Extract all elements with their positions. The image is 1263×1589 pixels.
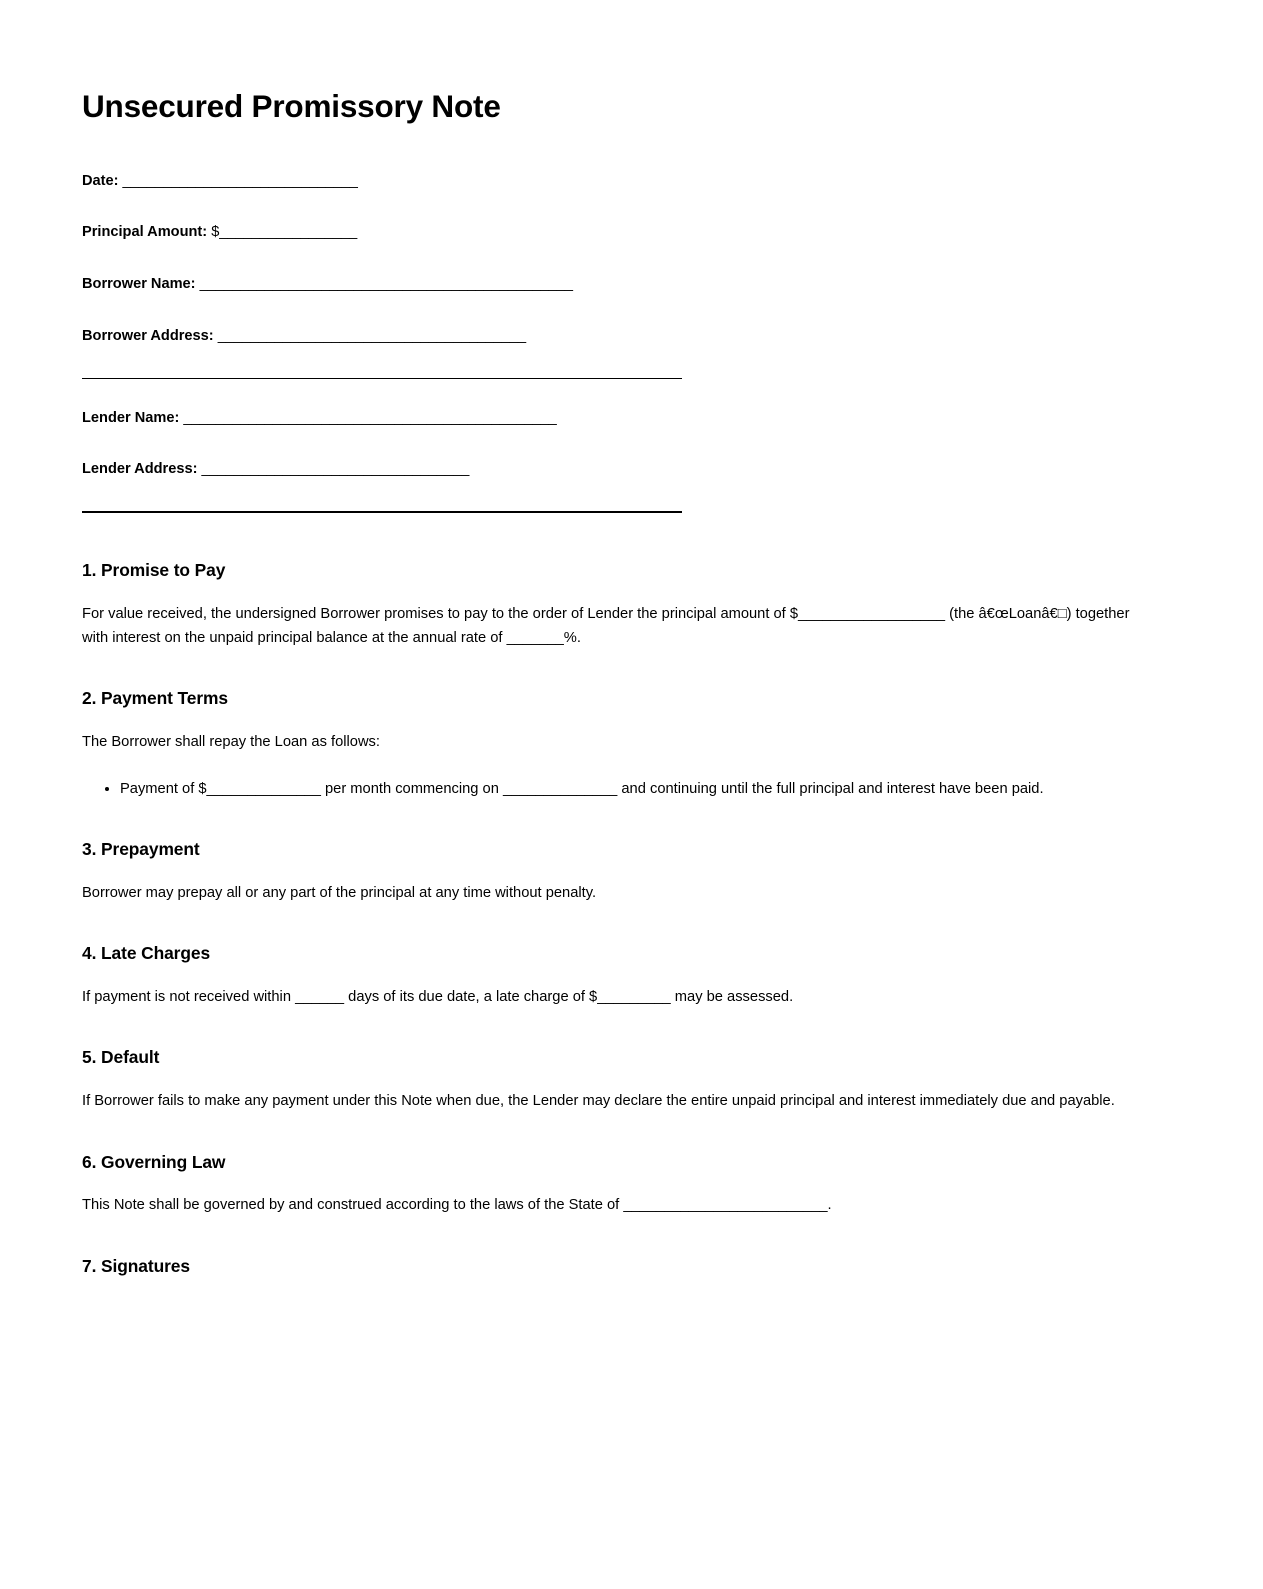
list-item: • Payment of $______________ per month commencing on ______________ and continuing until the full principal and interest have been paid. xyxy=(120,777,1173,801)
field-borrower-name-label: Borrower Name: xyxy=(82,276,196,293)
field-lender-name-label: Lender Name: xyxy=(82,409,180,426)
section-default xyxy=(82,1047,1173,1113)
field-lender-name-blank[interactable]: ______________________________________________ xyxy=(179,409,557,426)
section-heading-signatures: 7. Signatures xyxy=(82,1255,190,1276)
section-promise-to-pay xyxy=(82,560,1173,651)
section-body-prepayment: Borrower may prepay all or any part of the principal at any time without penalty. xyxy=(82,884,597,901)
section-heading-late-charges: 4. Late Charges xyxy=(82,943,211,964)
field-lender-name xyxy=(82,409,1173,429)
field-date xyxy=(82,172,1173,192)
section-body-governing-law: This Note shall be governed by and construed according to the laws of the State of _________________________. xyxy=(82,1197,832,1214)
section-signatures xyxy=(82,1256,1173,1278)
field-lender-address-continuation-line[interactable] xyxy=(82,511,1173,512)
section-prepayment xyxy=(82,839,1173,905)
field-borrower-address-continuation-line[interactable] xyxy=(82,378,1173,379)
field-date-blank[interactable]: _____________________________ xyxy=(118,172,358,189)
payment-terms-list xyxy=(82,777,1173,801)
section-spacer xyxy=(82,542,1173,560)
page-title: Unsecured Promissory Note xyxy=(82,88,501,124)
horizontal-rule xyxy=(82,511,682,513)
section-payment-terms xyxy=(82,688,1173,801)
section-body-default: If Borrower fails to make any payment under this Note when due, the Lender may declare the entire unpaid principal and interest immediately due and payable. xyxy=(82,1093,1115,1110)
field-borrower-address-blank[interactable]: ______________________________________ xyxy=(213,327,527,344)
field-lender-address-blank[interactable]: _________________________________ xyxy=(197,461,470,478)
field-lender-address xyxy=(82,460,1173,480)
field-borrower-name xyxy=(82,275,1173,295)
field-principal-amount-label: Principal Amount: xyxy=(82,224,208,241)
section-body-payment-terms: The Borrower shall repay the Loan as follows: xyxy=(82,734,380,751)
field-lender-address-label: Lender Address: xyxy=(82,461,198,478)
field-borrower-address xyxy=(82,327,1173,347)
field-principal-amount-blank[interactable]: $_________________ xyxy=(207,224,358,241)
section-heading-prepayment: 3. Prepayment xyxy=(82,839,200,860)
section-heading-promise-to-pay: 1. Promise to Pay xyxy=(82,559,226,580)
field-date-label: Date: xyxy=(82,172,119,189)
section-body-promise-to-pay: For value received, the undersigned Borrower promises to pay to the order of Lender the principal amount of $__________________ (the â€œLoanâ€□) together with interest on the unpaid principal balance at the annual rate of _______%. xyxy=(82,605,1130,647)
field-principal-amount xyxy=(82,223,1173,243)
section-heading-payment-terms: 2. Payment Terms xyxy=(82,688,228,709)
field-borrower-name-blank[interactable]: ______________________________________________ xyxy=(195,276,573,293)
horizontal-rule xyxy=(82,378,682,380)
section-heading-default: 5. Default xyxy=(82,1047,160,1068)
field-borrower-address-label: Borrower Address: xyxy=(82,327,214,344)
section-heading-governing-law: 6. Governing Law xyxy=(82,1151,226,1172)
section-body-late-charges: If payment is not received within ______ days of its due date, a late charge of $_________ may be assessed. xyxy=(82,988,794,1005)
section-late-charges xyxy=(82,943,1173,1009)
section-governing-law xyxy=(82,1152,1173,1218)
